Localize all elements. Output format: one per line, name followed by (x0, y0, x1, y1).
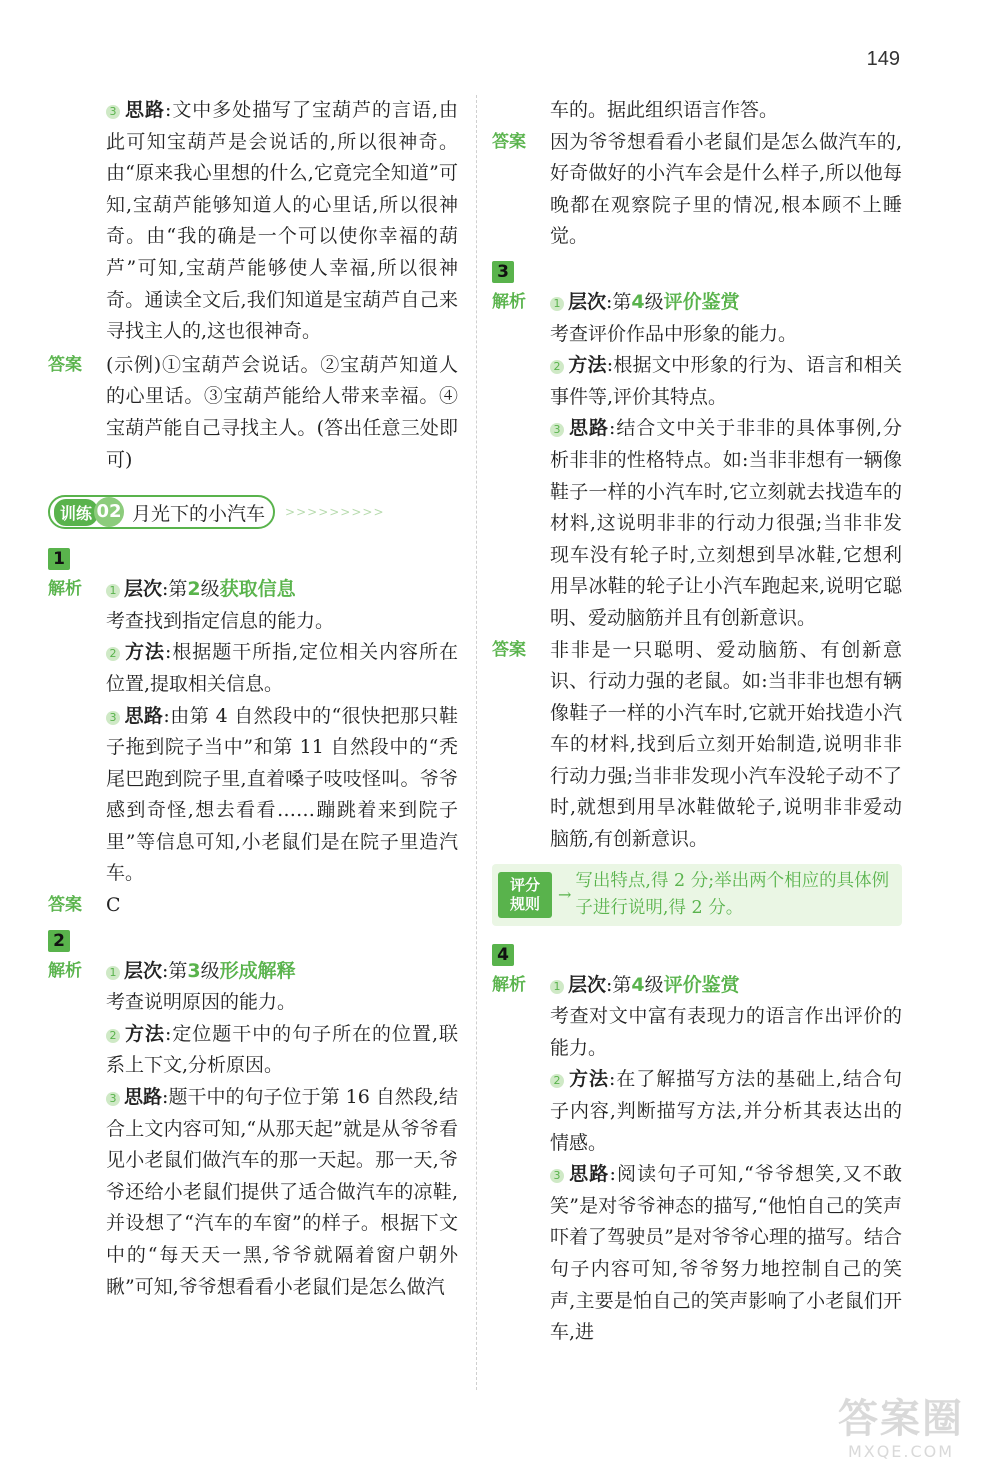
answer-text: C (106, 894, 121, 917)
marker-icon: 2 (106, 1029, 120, 1043)
marker-icon: 1 (550, 980, 564, 994)
method-line: 2 方法:定位题干中的句子所在的位置,联系上下文,分析原因。 (106, 1022, 458, 1077)
answer-tag: 答案 (48, 354, 82, 375)
page-number: 149 (866, 48, 900, 70)
marker-icon: 1 (106, 966, 120, 980)
scoring-tag: 评分规则 (498, 872, 552, 918)
q2-idea-continued: 车的。据此组织语言作答。 (550, 99, 779, 121)
level-line: 1 层次:第4级评价鉴赏 (550, 287, 902, 319)
ability-line: 考查对文中富有表现力的语言作出评价的能力。 (550, 1005, 902, 1059)
question-number: 1 (48, 548, 70, 570)
analysis-tag: 解析 (492, 974, 526, 995)
scoring-text: 写出特点,得 2 分;举出两个相应的具体例子进行说明,得 2 分。 (575, 870, 890, 918)
ability-line: 考查评价作品中形象的能力。 (550, 322, 798, 345)
q1-idea-continued: 3 思路:文中多处描写了宝葫芦的言语,由此可知宝葫芦是会说话的,所以很神奇。由“原来我心里想的什么,它竟完全知道”可知,宝葫芦能够知道人的心里话,所以很神奇。由“我的确是一个可以使你幸福的葫芦”可知,宝葫芦能够使人幸福,所以很神奇。通读全文后,我们知道是宝葫芦自己来寻找主人的,这也很神奇。 (106, 99, 458, 343)
lesson-tag: 训练 (54, 499, 98, 526)
question-number: 4 (492, 944, 514, 966)
method-line: 2 方法:根据题干所指,定位相关内容所在位置,提取相关信息。 (106, 641, 458, 695)
marker-icon: 1 (106, 584, 120, 598)
method-line: 2 方法:在了解描写方法的基础上,结合句子内容,判断描写方法,并分析其表达出的情感。 (550, 1068, 902, 1154)
analysis-block (492, 287, 902, 635)
answer-tag: 答案 (48, 895, 82, 916)
analysis-block (48, 574, 458, 890)
analysis-block (48, 956, 458, 1304)
marker-icon: 3 (106, 105, 120, 119)
ability-line: 考查找到指定信息的能力。 (106, 609, 335, 632)
question-number: 2 (48, 930, 70, 952)
marker-icon: 1 (550, 297, 564, 311)
marker-icon: 3 (106, 711, 120, 725)
ability-line: 考查说明原因的能力。 (106, 991, 297, 1014)
answer-text: 非非是一只聪明、爱动脑筋、有创新意识、行动力强的老鼠。如:当非非也想有辆像鞋子一样的小汽车时,它就开始找造小汽车的材料,找到后立刻开始制造,说明非非行动力强;当非非发现小汽车没轮子动不了时,就想到用旱冰鞋做轮子,说明非非爱动脑筋,有创新意识。 (550, 638, 902, 851)
analysis-tag: 解析 (48, 579, 82, 600)
marker-icon: 2 (550, 360, 564, 374)
lesson-header (48, 494, 458, 530)
analysis-block (492, 970, 902, 1349)
answer-text: (示例)①宝葫芦会说话。②宝葫芦知道人的心里话。③宝葫芦能给人带来幸福。④宝葫芦能自己寻找主人。(答出任意三处即可) (106, 353, 458, 471)
answer-block (48, 350, 458, 476)
answer-block (492, 635, 902, 856)
analysis-tag: 解析 (492, 291, 526, 312)
answer-block (492, 127, 902, 253)
lesson-title: 月光下的小汽车 (132, 502, 266, 525)
arrow-right-icon: → (558, 885, 572, 905)
column-divider (476, 95, 477, 1390)
watermark-logo: 答案圈 MXQE.COM (838, 1396, 964, 1461)
scoring-rules (492, 864, 902, 926)
answer-text: 因为爷爷想看看小老鼠们是怎么做汽车的,好奇做好的小汽车会是什么样子,所以他每晚都在观察院子里的情况,根本顾不上睡觉。 (550, 130, 902, 248)
idea-line: 3 思路:阅读句子可知,“爷爷想笑,又不敢笑”是对爷爷神态的描写,“他怕自己的笑声吓着了驾驶员”是对爷爷心理的描写。结合句子内容可知,爷爷努力地控制自己的笑声,主要是怕自己的笑声影响了小老鼠们开车,进 (550, 1163, 902, 1344)
answer-tag: 答案 (492, 639, 526, 660)
marker-icon: 2 (106, 647, 120, 661)
idea-line: 3 思路:由第 4 自然段中的“很快把那只鞋子拖到院子当中”和第 11 自然段中的“秃尾巴跑到院子里,直着嗓子吱吱怪叫。爷爷感到奇怪,想去看看……蹦跳着来到院子里”等信息可知,小老鼠们是在院子里造汽车。 (106, 704, 458, 885)
left-column (48, 95, 458, 1303)
level-line: 1 层次:第3级形成解释 (106, 956, 458, 988)
marker-icon: 3 (106, 1092, 120, 1106)
arrow-icon: >>>>>>>>> (285, 505, 385, 520)
level-line: 1 层次:第4级评价鉴赏 (550, 970, 902, 1002)
marker-icon: 3 (550, 1169, 564, 1183)
answer-block (48, 890, 458, 922)
marker-icon: 3 (550, 423, 564, 437)
idea-line: 3 思路:结合文中关于非非的具体事例,分析非非的性格特点。如:当非非想有一辆像鞋子一样的小汽车时,它立刻就去找造车的材料,这说明非非的行动力很强;当非非发现车没有轮子时,立刻想到旱冰鞋,它想利用旱冰鞋的轮子让小汽车跑起来,说明它聪明、爱动脑筋并且有创新意识。 (550, 417, 902, 629)
question-number: 3 (492, 261, 514, 283)
lesson-pill (48, 495, 275, 529)
lesson-number: 02 (94, 497, 124, 527)
method-line: 2 方法:根据文中形象的行为、语言和相关事件等,评价其特点。 (550, 354, 902, 408)
right-column (492, 95, 902, 1349)
idea-line: 3 思路:题干中的句子位于第 16 自然段,结合上文内容可知,“从那天起”就是从爷爷看见小老鼠们做汽车的那一天起。那一天,爷爷还给小老鼠们提供了适合做汽车的凉鞋,并设想了“汽车的车窗”的样子。根据下文中的“每天天一黑,爷爷就隔着窗户朝外瞅”可知,爷爷想看看小老鼠们是怎么做汽 (106, 1086, 458, 1298)
analysis-tag: 解析 (48, 960, 82, 981)
level-line: 1 层次:第2级获取信息 (106, 574, 458, 606)
answer-tag: 答案 (492, 131, 526, 152)
marker-icon: 2 (550, 1074, 564, 1088)
